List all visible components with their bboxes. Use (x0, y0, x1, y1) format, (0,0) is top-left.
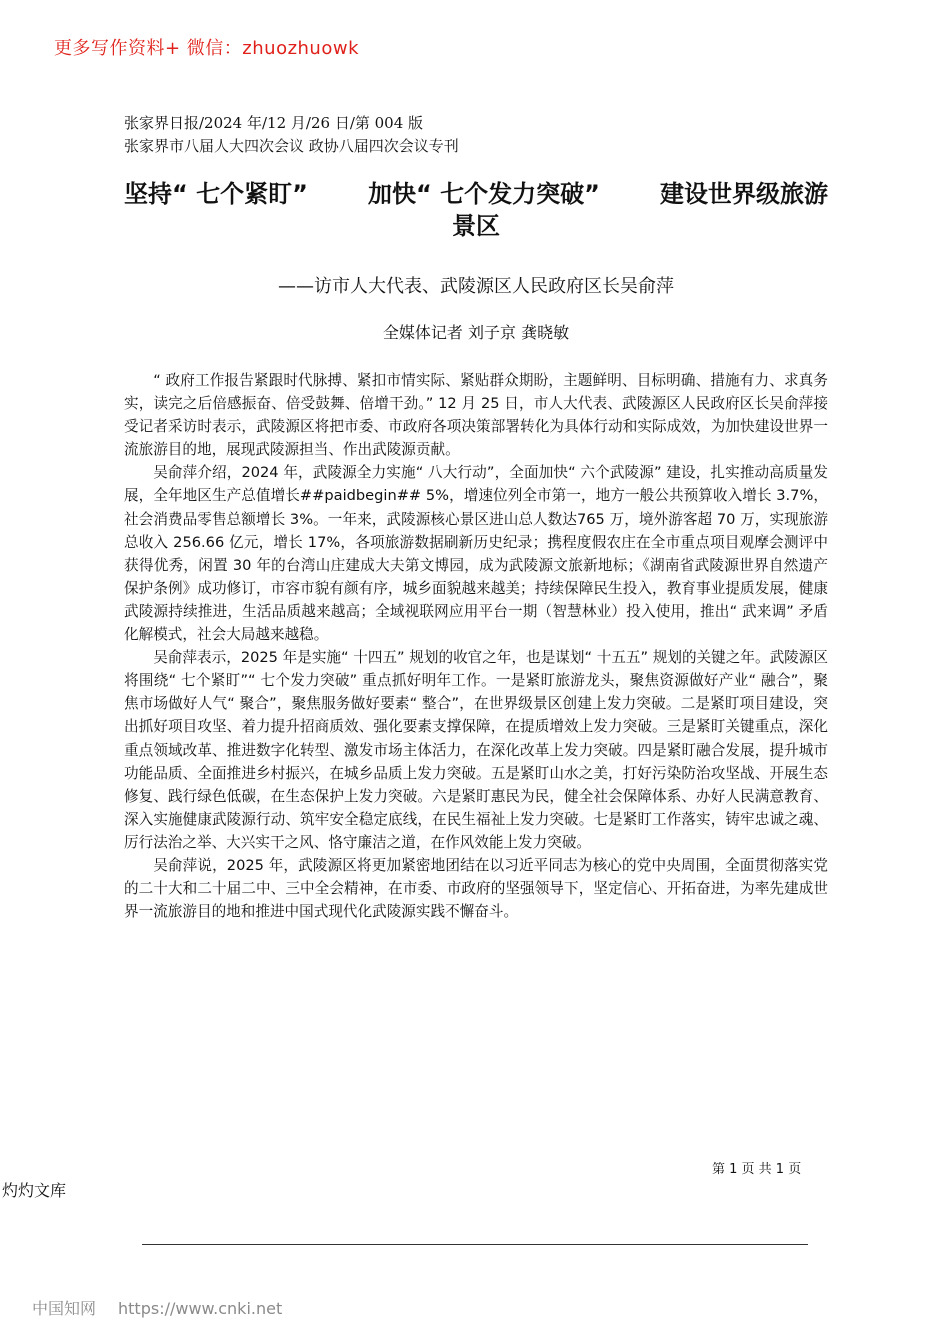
source-line-1: 张家界日报/2024 年/12 月/26 日/第 004 版 (124, 114, 424, 132)
paragraph-1: “ 政府工作报告紧跟时代脉搏、紧扣市情实际、紧贴群众期盼，主题鲜明、目标明确、措施有力、求真务实，读完之后倍感振奋、倍受鼓舞、倍增干劲。” 12 月 25 日，市人大代表、武陵源区人民政府区长吴俞萍接受记者采访时表示，武陵源区将把市委、市政府各项决策部署转化为具体行动和实际成效，为加快建设世界一流旅游目的地，展现武陵源担当、作出武陵源贡献。 (124, 372, 828, 459)
article-headline (124, 178, 828, 242)
footer-brand: 中国知网 (32, 1299, 97, 1318)
headline-part-2: 加快“ 七个发力突破” (368, 180, 600, 208)
headline-part-4: 景区 (452, 212, 500, 240)
paragraph-2: 吴俞萍介绍，2024 年，武陵源全力实施“ 八大行动”，全面加快“ 六个武陵源” 建设，扎实推动高质量发展，全年地区生产总值增长##paidbegin## 5%，增速位列全市第一，地方一般公共预算收入增长 3.7%，社会消费品零售总额增长 3%。一年来，武陵源核心景区进山总人数达765 万，境外游客超 70 万，实现旅游总收入 256.66 亿元，增长 17%，各项旅游数据刷新历史纪录；携程度假农庄在全市重点项目观摩会测评中获得优秀，闲置 30 年的台湾山庄建成大夫第文博园，成为武陵源文旅新地标；《湖南省武陵源世界自然遗产保护条例》成功修订，市容市貌有颜有序，城乡面貌越来越美；持续保障民生投入，教育事业提质发展，健康武陵源持续推进，生活品质越来越高；全域视联网应用平台一期（智慧林业）投入使用，推出“ 武来调” 矛盾化解模式，社会大局越来越稳。 (124, 464, 828, 644)
footer-divider (142, 1244, 808, 1245)
article-subtitle: ——访市人大代表、武陵源区人民政府区长吴俞萍 (278, 276, 674, 297)
article-byline: 全媒体记者 刘子京 龚晓敏 (382, 323, 570, 342)
headline-part-1: 坚持“ 七个紧盯” (124, 180, 308, 208)
page-indicator: 第 1 页 共 1 页 (712, 1162, 802, 1177)
headline-part-3: 建设世界级旅游 (660, 180, 828, 208)
paragraph-3: 吴俞萍表示，2025 年是实施“ 十四五” 规划的收官之年，也是谋划“ 十五五” 规划的关键之年。武陵源区将围绕“ 七个紧盯”“ 七个发力突破” 重点抓好明年工作。一是紧盯旅游龙头，聚焦资源做好产业“ 融合”，聚焦市场做好人气“ 聚合”，聚焦服务做好要素“ 整合”，在世界级景区创建上发力突破。二是紧盯项目建设，突出抓好项目攻坚、着力提升招商质效、强化要素支撑保障，在提质增效上发力突破。三是紧盯关键重点，深化重点领域改革、推进数字化转型、激发市场主体活力，在深化改革上发力突破。四是紧盯融合发展，提升城市功能品质、全面推进乡村振兴，在城乡品质上发力突破。五是紧盯山水之美，打好污染防治攻坚战、开展生态修复、践行绿色低碳，在生态保护上发力突破。六是紧盯惠民为民，健全社会保障体系、办好人民满意教育、深入实施健康武陵源行动、筑牢安全稳定底线，在民生福祉上发力突破。七是紧盯工作落实，铸牢忠诚之魂、厉行法治之举、大兴实干之风、恪守廉洁之道，在作风效能上发力突破。 (124, 649, 828, 851)
promo-banner: 更多写作资料+ 微信：zhuozhuowk (54, 38, 360, 59)
paragraph-4: 吴俞萍说，2025 年，武陵源区将更加紧密地团结在以习近平同志为核心的党中央周围，全面贯彻落实党的二十大和二十届二中、三中全会精神，在市委、市政府的坚强领导下，坚定信心、开拓奋进，为率先建成世界一流旅游目的地和推进中国式现代化武陵源实践不懈奋斗。 (124, 856, 828, 921)
article-body (124, 369, 828, 923)
source-line-2: 张家界市八届人大四次会议 政协八届四次会议专刊 (124, 137, 459, 155)
footer-watermark (32, 1296, 282, 1319)
source-info (124, 112, 459, 158)
footer-url[interactable]: https://www.cnki.net (118, 1299, 283, 1318)
library-name: 灼灼文库 (2, 1181, 67, 1200)
